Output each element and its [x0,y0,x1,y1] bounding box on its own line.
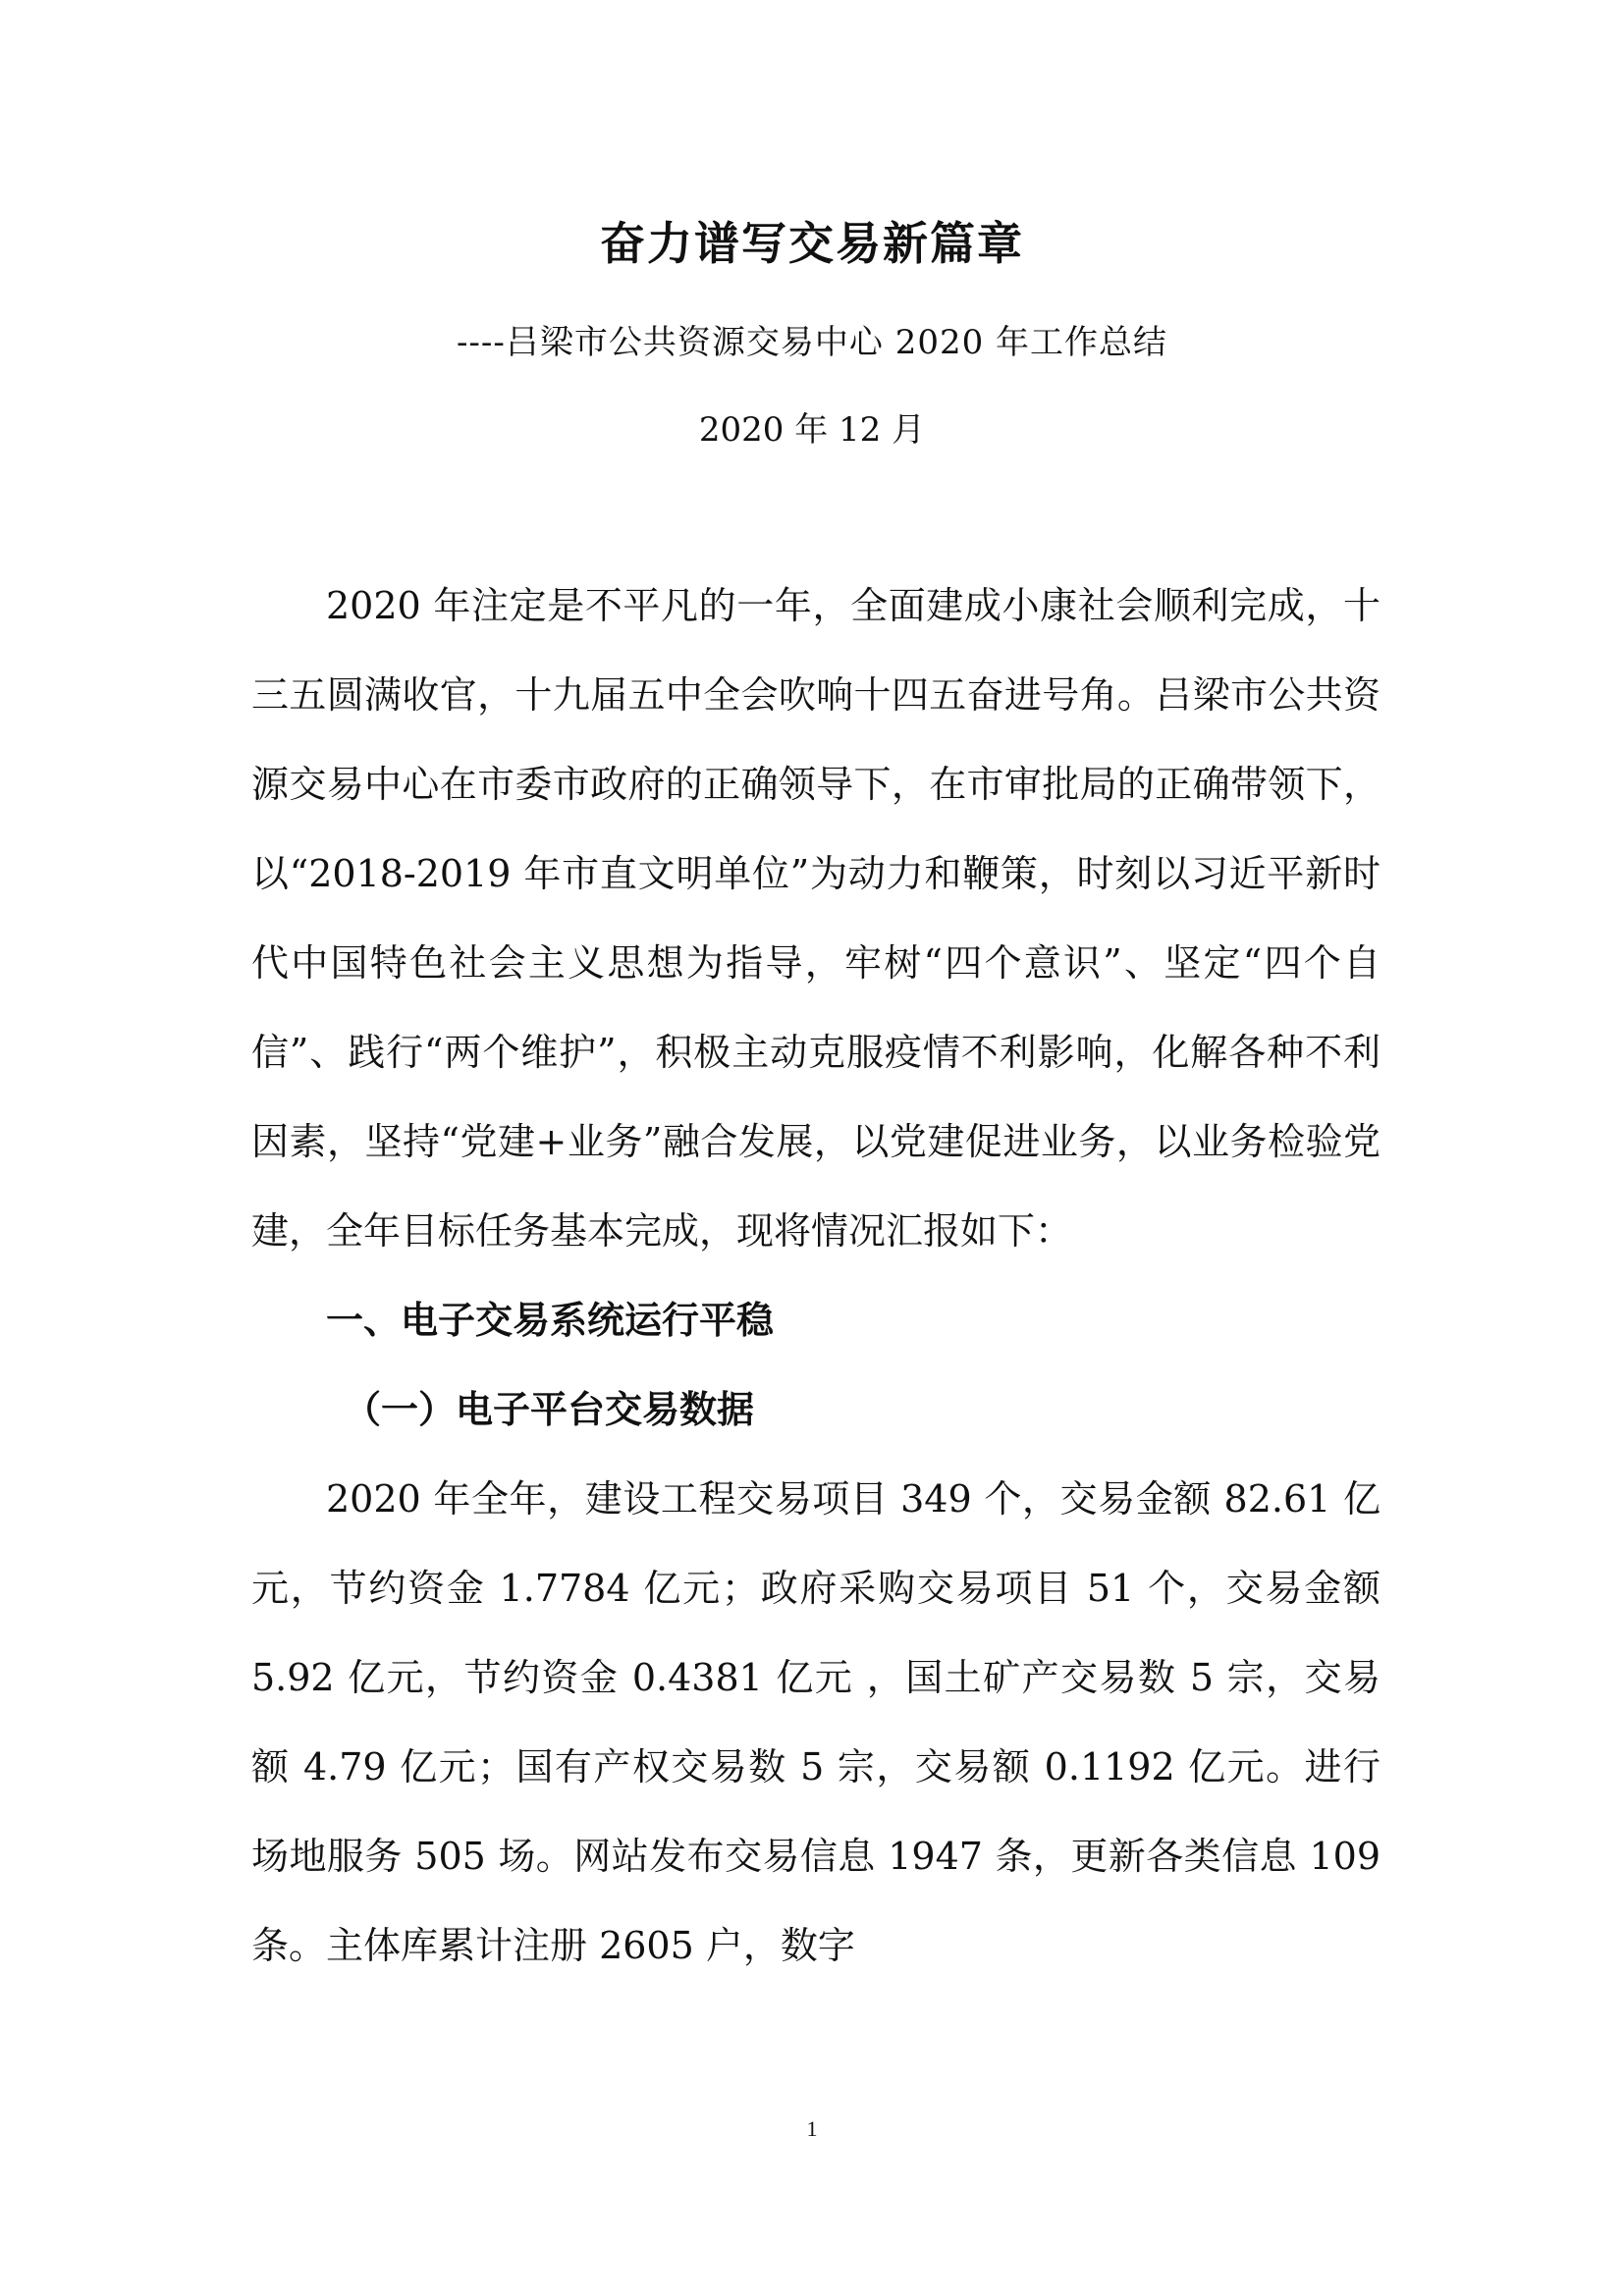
document-body [251,561,1380,1991]
subsection-heading: （一）电子平台交易数据 [344,1388,755,1431]
page-number: 1 [806,2116,818,2141]
document-title: 奋力谱写交易新篇章 [600,217,1024,270]
document-subtitle: ----吕梁市公共资源交易中心 2020 年工作总结 [456,323,1168,362]
section-heading: 一、电子交易系统运行平稳 [326,1299,775,1342]
document-date: 2020 年 12 月 [698,410,926,450]
data-paragraph: 2020 年全年，建设工程交易项目 349 个，交易金额 82.61 亿元，节约资金 1.7784 亿元；政府采购交易项目 51 个，交易金额 5.92 亿元，节约资金 0.4381 亿元 ，国土矿产交易数 5 宗，交易额 4.79 亿元；国有产权交易数 5 宗，交易额 0.1192 亿元。进行场地服务 505 场。网站发布交易信息 1947 条，更新各类信息 109 条。主体库累计注册 2605 户，数字 [251,1477,1380,1967]
intro-paragraph: 2020 年注定是不平凡的一年，全面建成小康社会顺利完成，十三五圆满收官，十九届五中全会吹响十四五奋进号角。吕梁市公共资源交易中心在市委市政府的正确领导下，在市审批局的正确带领下，以“2018-2019 年市直文明单位”为动力和鞭策，时刻以习近平新时代中国特色社会主义思想为指导，牢树“四个意识”、坚定“四个自信”、践行“两个维护”，积极主动克服疫情不利影响，化解各种不利因素，坚持“党建+业务”融合发展，以党建促进业务，以业务检验党建，全年目标任务基本完成，现将情况汇报如下： [251,584,1380,1253]
